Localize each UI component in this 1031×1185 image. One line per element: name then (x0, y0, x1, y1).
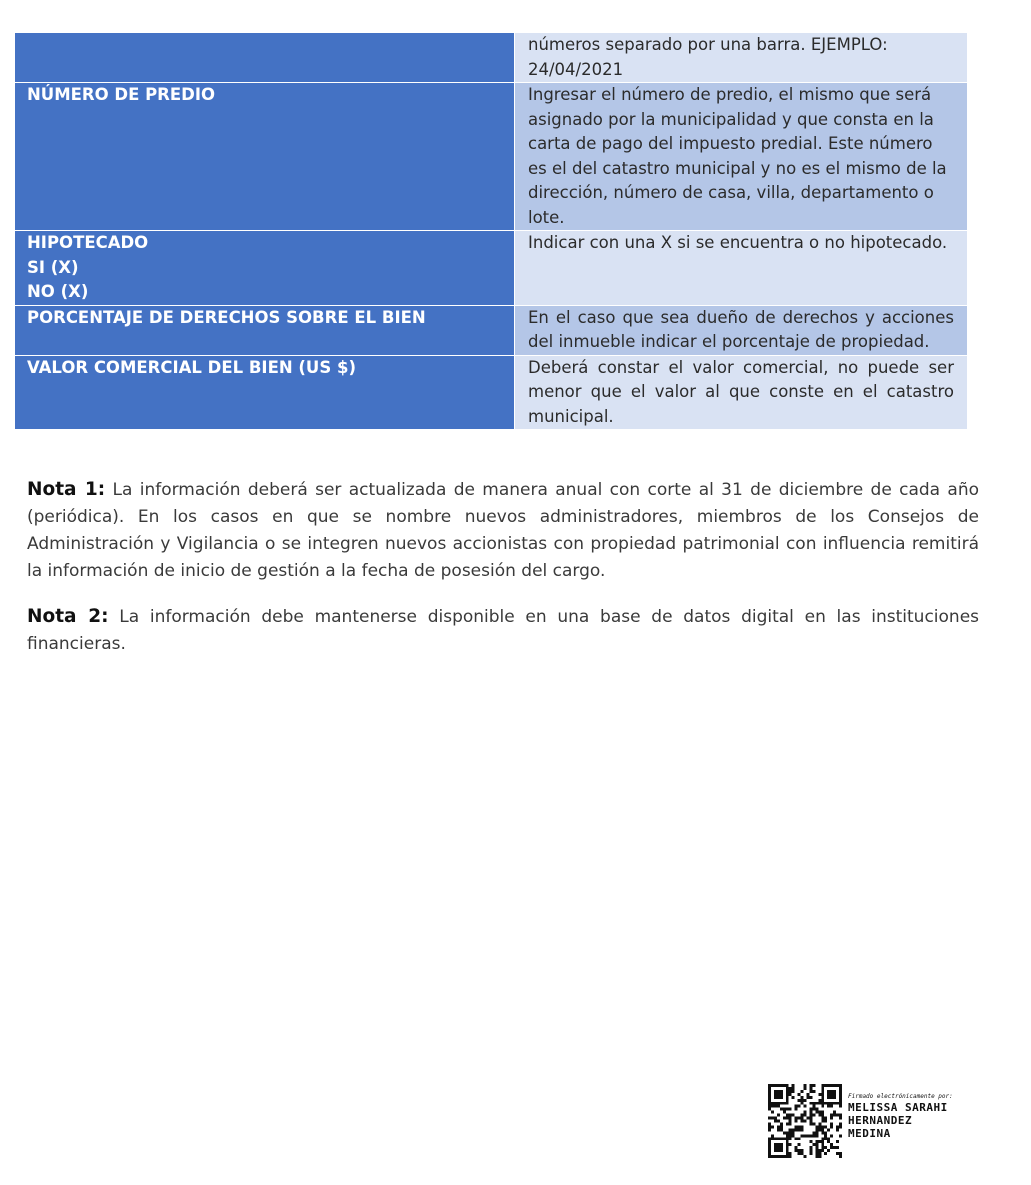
field-description-cell (515, 83, 968, 231)
field-description-table (15, 33, 967, 429)
field-label-option: SI (X) (27, 257, 79, 277)
table-row (15, 355, 967, 429)
field-description: Deberá constar el valor comercial, no puede ser menor que el valor al que conste en el catastro municipal. (528, 357, 954, 426)
field-label-cell (15, 305, 515, 355)
field-label: PORCENTAJE DE DERECHOS SOBRE EL BIEN (27, 307, 426, 327)
field-description: Ingresar el número de predio, el mismo que será asignado por la municipalidad y que consta en la carta de pago del impuesto predial. Este número es el del catastro municipal y no es el mismo de la dirección, número de casa, villa, departamento o lote. (528, 85, 947, 227)
field-label: VALOR COMERCIAL DEL BIEN (US $) (27, 357, 356, 377)
field-label: NÚMERO DE PREDIO (27, 85, 216, 104)
field-description: En el caso que sea dueño de derechos y acciones del inmueble indicar el porcentaje de propiedad. (528, 307, 954, 351)
table-row (15, 231, 967, 306)
field-description: Indicar con una X si se encuentra o no hipotecado. (528, 233, 948, 252)
field-description-cell (515, 305, 968, 355)
electronic-signature (768, 1084, 983, 1158)
field-label-cell (15, 231, 515, 306)
qr-code-icon (768, 1084, 842, 1158)
field-description-cell (515, 33, 968, 83)
field-label-cell (15, 355, 515, 429)
table-row (15, 33, 967, 83)
note-text: La información deberá ser actualizada de manera anual con corte al 31 de diciembre de cada año (periódica). En los casos en que se nombre nuevos administradores, miembros de los Consejos de Administración y Vigilancia o se integren nuevos accionistas con propiedad patrimonial con influencia remitirá la información de inicio de gestión a la fecha de posesión del cargo. (27, 480, 980, 581)
field-label: HIPOTECADO (27, 233, 149, 252)
signer-name-line: HERNANDEZ (848, 1114, 913, 1127)
description-line: 24/04/2021 (528, 59, 624, 79)
notes-section (27, 476, 979, 676)
note-text: La información debe mantenerse disponible en una base de datos digital en las instituciones financieras. (27, 607, 980, 654)
signature-text (848, 1093, 953, 1140)
field-label-cell (15, 33, 515, 83)
note-1 (27, 476, 979, 585)
field-label-option: NO (X) (27, 282, 89, 301)
field-description-cell (515, 231, 968, 306)
note-label: Nota 1: (27, 479, 106, 500)
signature-caption: Firmado electrónicamente por: (848, 1093, 953, 1100)
field-description-cell (515, 355, 968, 429)
table-row (15, 83, 967, 231)
note-2 (27, 603, 979, 658)
description-line: números separado por una barra. EJEMPLO: (528, 35, 888, 54)
signer-name-line: MELISSA SARAHI (848, 1101, 948, 1114)
note-label: Nota 2: (27, 606, 109, 627)
field-label-cell (15, 83, 515, 231)
table-row (15, 305, 967, 355)
signer-name-line: MEDINA (848, 1127, 891, 1140)
